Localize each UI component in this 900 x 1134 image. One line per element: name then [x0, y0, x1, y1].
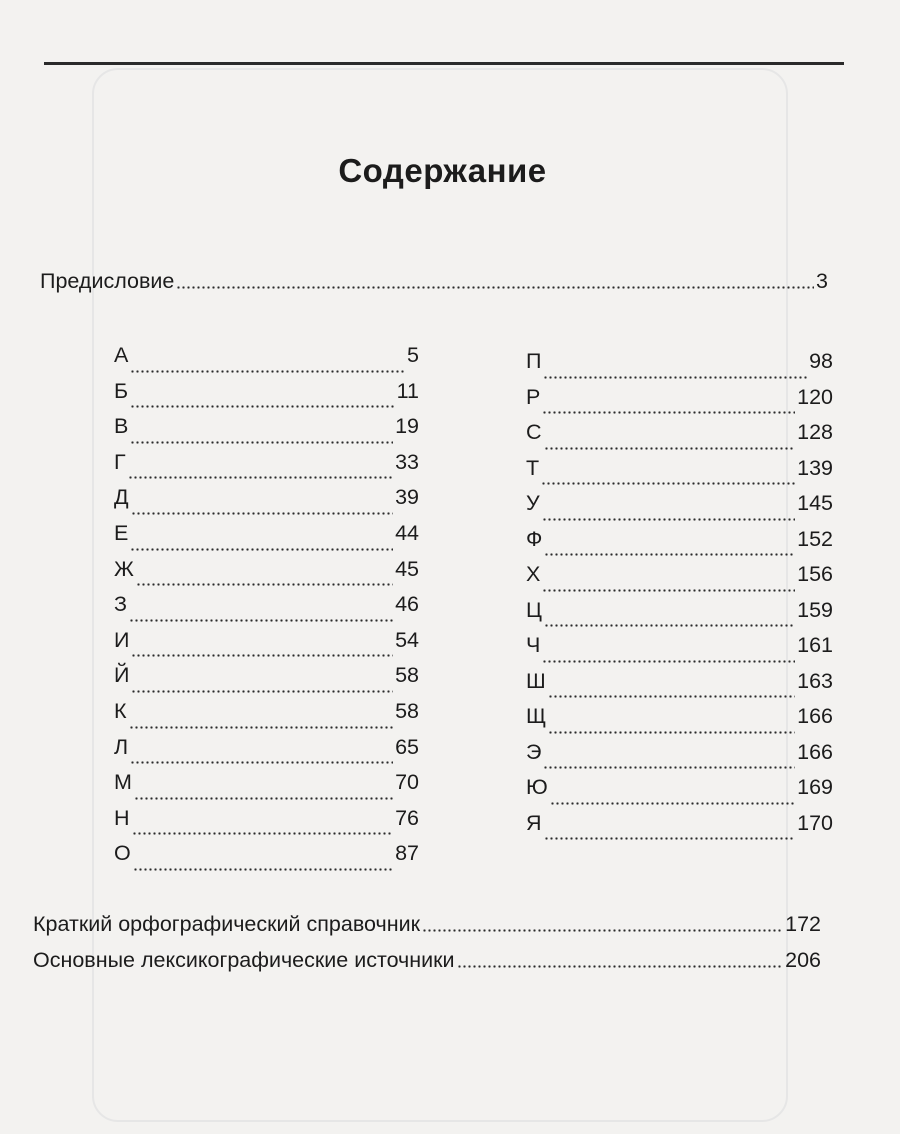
dot-leader	[130, 370, 405, 373]
toc-letter-label: Ж	[114, 556, 134, 581]
toc-entry-page: 3	[816, 269, 828, 293]
dot-leader	[542, 518, 795, 521]
dot-leader	[548, 695, 795, 698]
dot-leader	[131, 654, 393, 657]
dot-leader	[136, 583, 393, 586]
toc-letter-page: 166	[797, 739, 833, 764]
dot-leader	[542, 411, 795, 414]
dot-leader	[130, 441, 393, 444]
toc-letter-page: 54	[395, 627, 419, 652]
toc-letter-page: 170	[797, 810, 833, 835]
toc-entry-spelling-reference	[33, 911, 821, 937]
toc-letter-label: Н	[114, 805, 130, 830]
toc-letter-entry	[526, 597, 833, 633]
toc-letter-page: 76	[395, 805, 419, 830]
toc-letter-page: 169	[797, 775, 833, 799]
dot-leader	[176, 286, 814, 289]
toc-letter-entry	[114, 662, 419, 698]
toc-letter-entry	[526, 561, 833, 597]
toc-letter-label: Е	[114, 520, 129, 545]
toc-letter-entry	[114, 378, 419, 414]
toc-entry-label: Предисловие	[40, 269, 175, 293]
toc-letter-page: 120	[797, 384, 833, 409]
toc-letter-entry	[526, 632, 833, 668]
toc-letter-entry	[114, 413, 419, 449]
dot-leader	[548, 731, 795, 734]
toc-letter-page: 159	[797, 597, 833, 622]
toc-letter-page: 58	[395, 698, 419, 723]
toc-letter-entry	[526, 490, 833, 526]
letter-column-right	[526, 348, 833, 845]
dot-leader	[132, 832, 394, 835]
toc-letter-page: 156	[797, 562, 833, 586]
toc-letter-label: Т	[526, 455, 540, 480]
toc-letter-label: Ф	[526, 526, 543, 551]
toc-letter-page: 70	[395, 770, 419, 795]
toc-letter-label: Л	[114, 734, 129, 759]
page-title: Содержание	[338, 152, 547, 189]
toc-letter-page: 139	[797, 455, 833, 480]
toc-letter-label: Ц	[526, 597, 542, 622]
toc-letter-page: 5	[407, 343, 419, 367]
toc-letter-entry	[114, 449, 419, 485]
toc-letter-label: А	[114, 343, 129, 367]
toc-letter-entry	[114, 342, 419, 378]
dot-leader	[131, 690, 393, 693]
dot-leader	[544, 624, 795, 627]
toc-letter-label: Я	[526, 810, 542, 835]
toc-letter-entry	[526, 774, 833, 810]
toc-letter-label: Д	[114, 485, 129, 510]
toc-letter-label: П	[526, 349, 542, 373]
toc-letter-label: И	[114, 627, 130, 652]
toc-letter-entry	[114, 840, 419, 876]
toc-letter-entry	[114, 734, 419, 770]
toc-letter-page: 65	[395, 734, 419, 759]
dot-leader	[541, 482, 795, 485]
dot-leader	[129, 726, 394, 729]
dot-leader	[544, 553, 795, 556]
toc-letter-entry	[114, 484, 419, 520]
dot-leader	[130, 548, 393, 551]
toc-letter-entry	[114, 805, 419, 841]
dot-leader	[134, 797, 393, 800]
toc-letter-label: М	[114, 770, 132, 795]
dot-leader	[133, 868, 393, 871]
toc-entry-label: Краткий орфографический справочник	[33, 912, 420, 936]
toc-letter-label: Щ	[526, 704, 547, 728]
dot-leader	[422, 929, 783, 932]
toc-letter-entry	[114, 591, 419, 627]
toc-letter-entry	[526, 810, 833, 846]
toc-letter-entry	[114, 520, 419, 556]
toc-letter-page: 39	[395, 485, 419, 510]
toc-letter-page: 166	[797, 704, 833, 728]
toc-letter-entry	[114, 556, 419, 592]
dot-leader	[550, 802, 795, 805]
toc-letter-entry	[526, 455, 833, 491]
toc-letter-page: 98	[809, 349, 833, 373]
toc-entry-lexicographic-sources	[33, 947, 821, 973]
toc-letter-label: Ю	[526, 775, 548, 799]
toc-letter-page: 46	[395, 592, 419, 617]
toc-letter-page: 33	[395, 449, 419, 474]
toc-letter-entry	[526, 526, 833, 562]
toc-letter-label: Э	[526, 739, 542, 764]
toc-letter-label: С	[526, 420, 542, 444]
dot-leader	[543, 376, 807, 379]
toc-letter-page: 58	[395, 663, 419, 688]
toc-letter-label: У	[526, 491, 540, 515]
toc-entry-page: 172	[785, 912, 821, 936]
toc-entry-preface	[40, 268, 828, 294]
toc-letter-entry	[526, 384, 833, 420]
toc-letter-label: З	[114, 592, 127, 617]
toc-letter-label: Ч	[526, 633, 541, 657]
toc-letter-page: 161	[797, 633, 833, 657]
toc-letter-label: Б	[114, 378, 129, 403]
toc-letter-page: 128	[797, 420, 833, 444]
toc-letter-label: К	[114, 698, 127, 723]
toc-letter-label: Х	[526, 562, 541, 586]
toc-letter-page: 11	[396, 378, 419, 403]
dot-leader	[129, 619, 393, 622]
top-rule	[44, 62, 844, 65]
toc-letter-entry	[526, 703, 833, 739]
letter-column-left	[114, 342, 419, 876]
dot-leader	[128, 476, 393, 479]
dot-leader	[542, 660, 795, 663]
toc-letter-label: Р	[526, 384, 541, 409]
toc-letter-entry	[114, 698, 419, 734]
toc-letter-entry	[114, 627, 419, 663]
dot-leader	[544, 837, 796, 840]
toc-letter-page: 87	[395, 841, 419, 866]
toc-letter-label: О	[114, 841, 131, 866]
dot-leader	[543, 766, 795, 769]
toc-letter-page: 45	[395, 556, 419, 581]
toc-letter-label: Г	[114, 449, 126, 474]
dot-leader	[131, 512, 394, 515]
toc-letter-page: 145	[797, 491, 833, 515]
dot-leader	[544, 447, 796, 450]
dot-leader	[130, 761, 393, 764]
toc-letter-entry	[526, 348, 833, 384]
toc-entry-page: 206	[785, 948, 821, 972]
dot-leader	[457, 965, 784, 968]
dot-leader	[130, 405, 395, 408]
toc-letter-label: Й	[114, 663, 130, 688]
toc-letter-page: 44	[395, 520, 419, 545]
toc-entry-label: Основные лексикографические источники	[33, 948, 455, 972]
toc-letter-entry	[526, 419, 833, 455]
toc-letter-entry	[526, 668, 833, 704]
toc-letter-page: 152	[797, 526, 833, 551]
toc-letter-label: Ш	[526, 668, 546, 693]
toc-letter-label: В	[114, 414, 129, 439]
toc-letter-entry	[114, 769, 419, 805]
toc-letter-page: 19	[395, 414, 419, 439]
toc-letter-entry	[526, 739, 833, 775]
toc-letter-page: 163	[797, 668, 833, 693]
dot-leader	[542, 589, 795, 592]
